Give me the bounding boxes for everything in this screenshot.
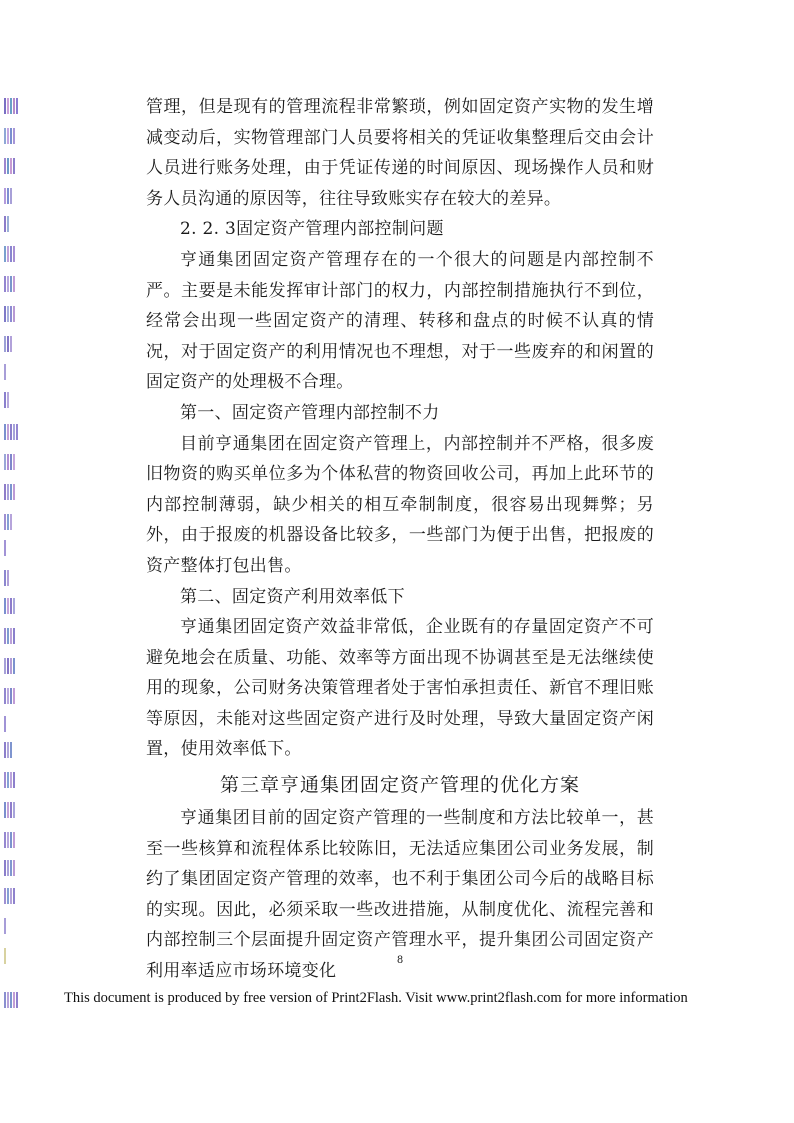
page-number: 8 [396,955,404,966]
footer-watermark-text: This document is produced by free version of Print2Flash. Visit www.print2flash.com for more information [64,990,688,1006]
paragraph-continued: 管理，但是现有的管理流程非常繁琐，例如固定资产实物的发生增减变动后，实物管理部门人员要将相关的凭证收集整理后交由会计人员进行账务处理，由于凭证传递的时间原因、现场操作人员和财务人员沟通的原因等，往往导致账实存在较大的差异。 [146,97,654,209]
paragraph: 亨通集团固定资产管理存在的一个很大的问题是内部控制不严。主要是未能发挥审计部门的权力，内部控制措施执行不到位，经常会出现一些固定资产的清理、转移和盘点的时候不认真的情况，对于固定资产的利用情况也不理想，对于一些废弃的和闲置的固定资产的处理极不合理。 [146,249,654,393]
scan-margin-marks [0,0,30,1123]
section-heading-2-2-3: 2. 2. 3固定资产管理内部控制问题 [180,219,444,240]
subsection-heading-first: 第一、固定资产管理内部控制不力 [180,402,440,423]
subsection-heading-second: 第二、固定资产利用效率低下 [180,586,405,607]
paragraph: 亨通集团目前的固定资产管理的一些制度和方法比较单一，甚至一些核算和流程体系比较陈旧，无法适应集团公司业务发展，制约了集团固定资产管理的效率，也不利于集团公司今后的战略目标的实现。因此，必须采取一些改进措施，从制度优化、流程完善和内部控制三个层面提升固定资产管理水平，提升集团公司固定资产利用率适应市场环境变化 [146,808,654,982]
chapter-title: 第三章亨通集团固定资产管理的优化方案 [219,774,580,797]
paragraph: 目前亨通集团在固定资产管理上，内部控制并不严格，很多废旧物资的购买单位多为个体私营的物资回收公司，再加上此环节的内部控制薄弱，缺少相关的相互牵制制度，很容易出现舞弊；另外，由于报废的机器设备比较多，一些部门为便于出售，把报废的资产整体打包出售。 [146,433,654,576]
body-text [146,92,654,987]
paragraph: 亨通集团固定资产效益非常低，企业既有的存量固定资产不可避免地会在质量、功能、效率等方面出现不协调甚至是无法继续使用的现象，公司财务决策管理者处于害怕承担责任、新官不理旧账等原因，未能对这些固定资产进行及时处理，导致大量固定资产闲置，使用效率低下。 [146,617,654,760]
